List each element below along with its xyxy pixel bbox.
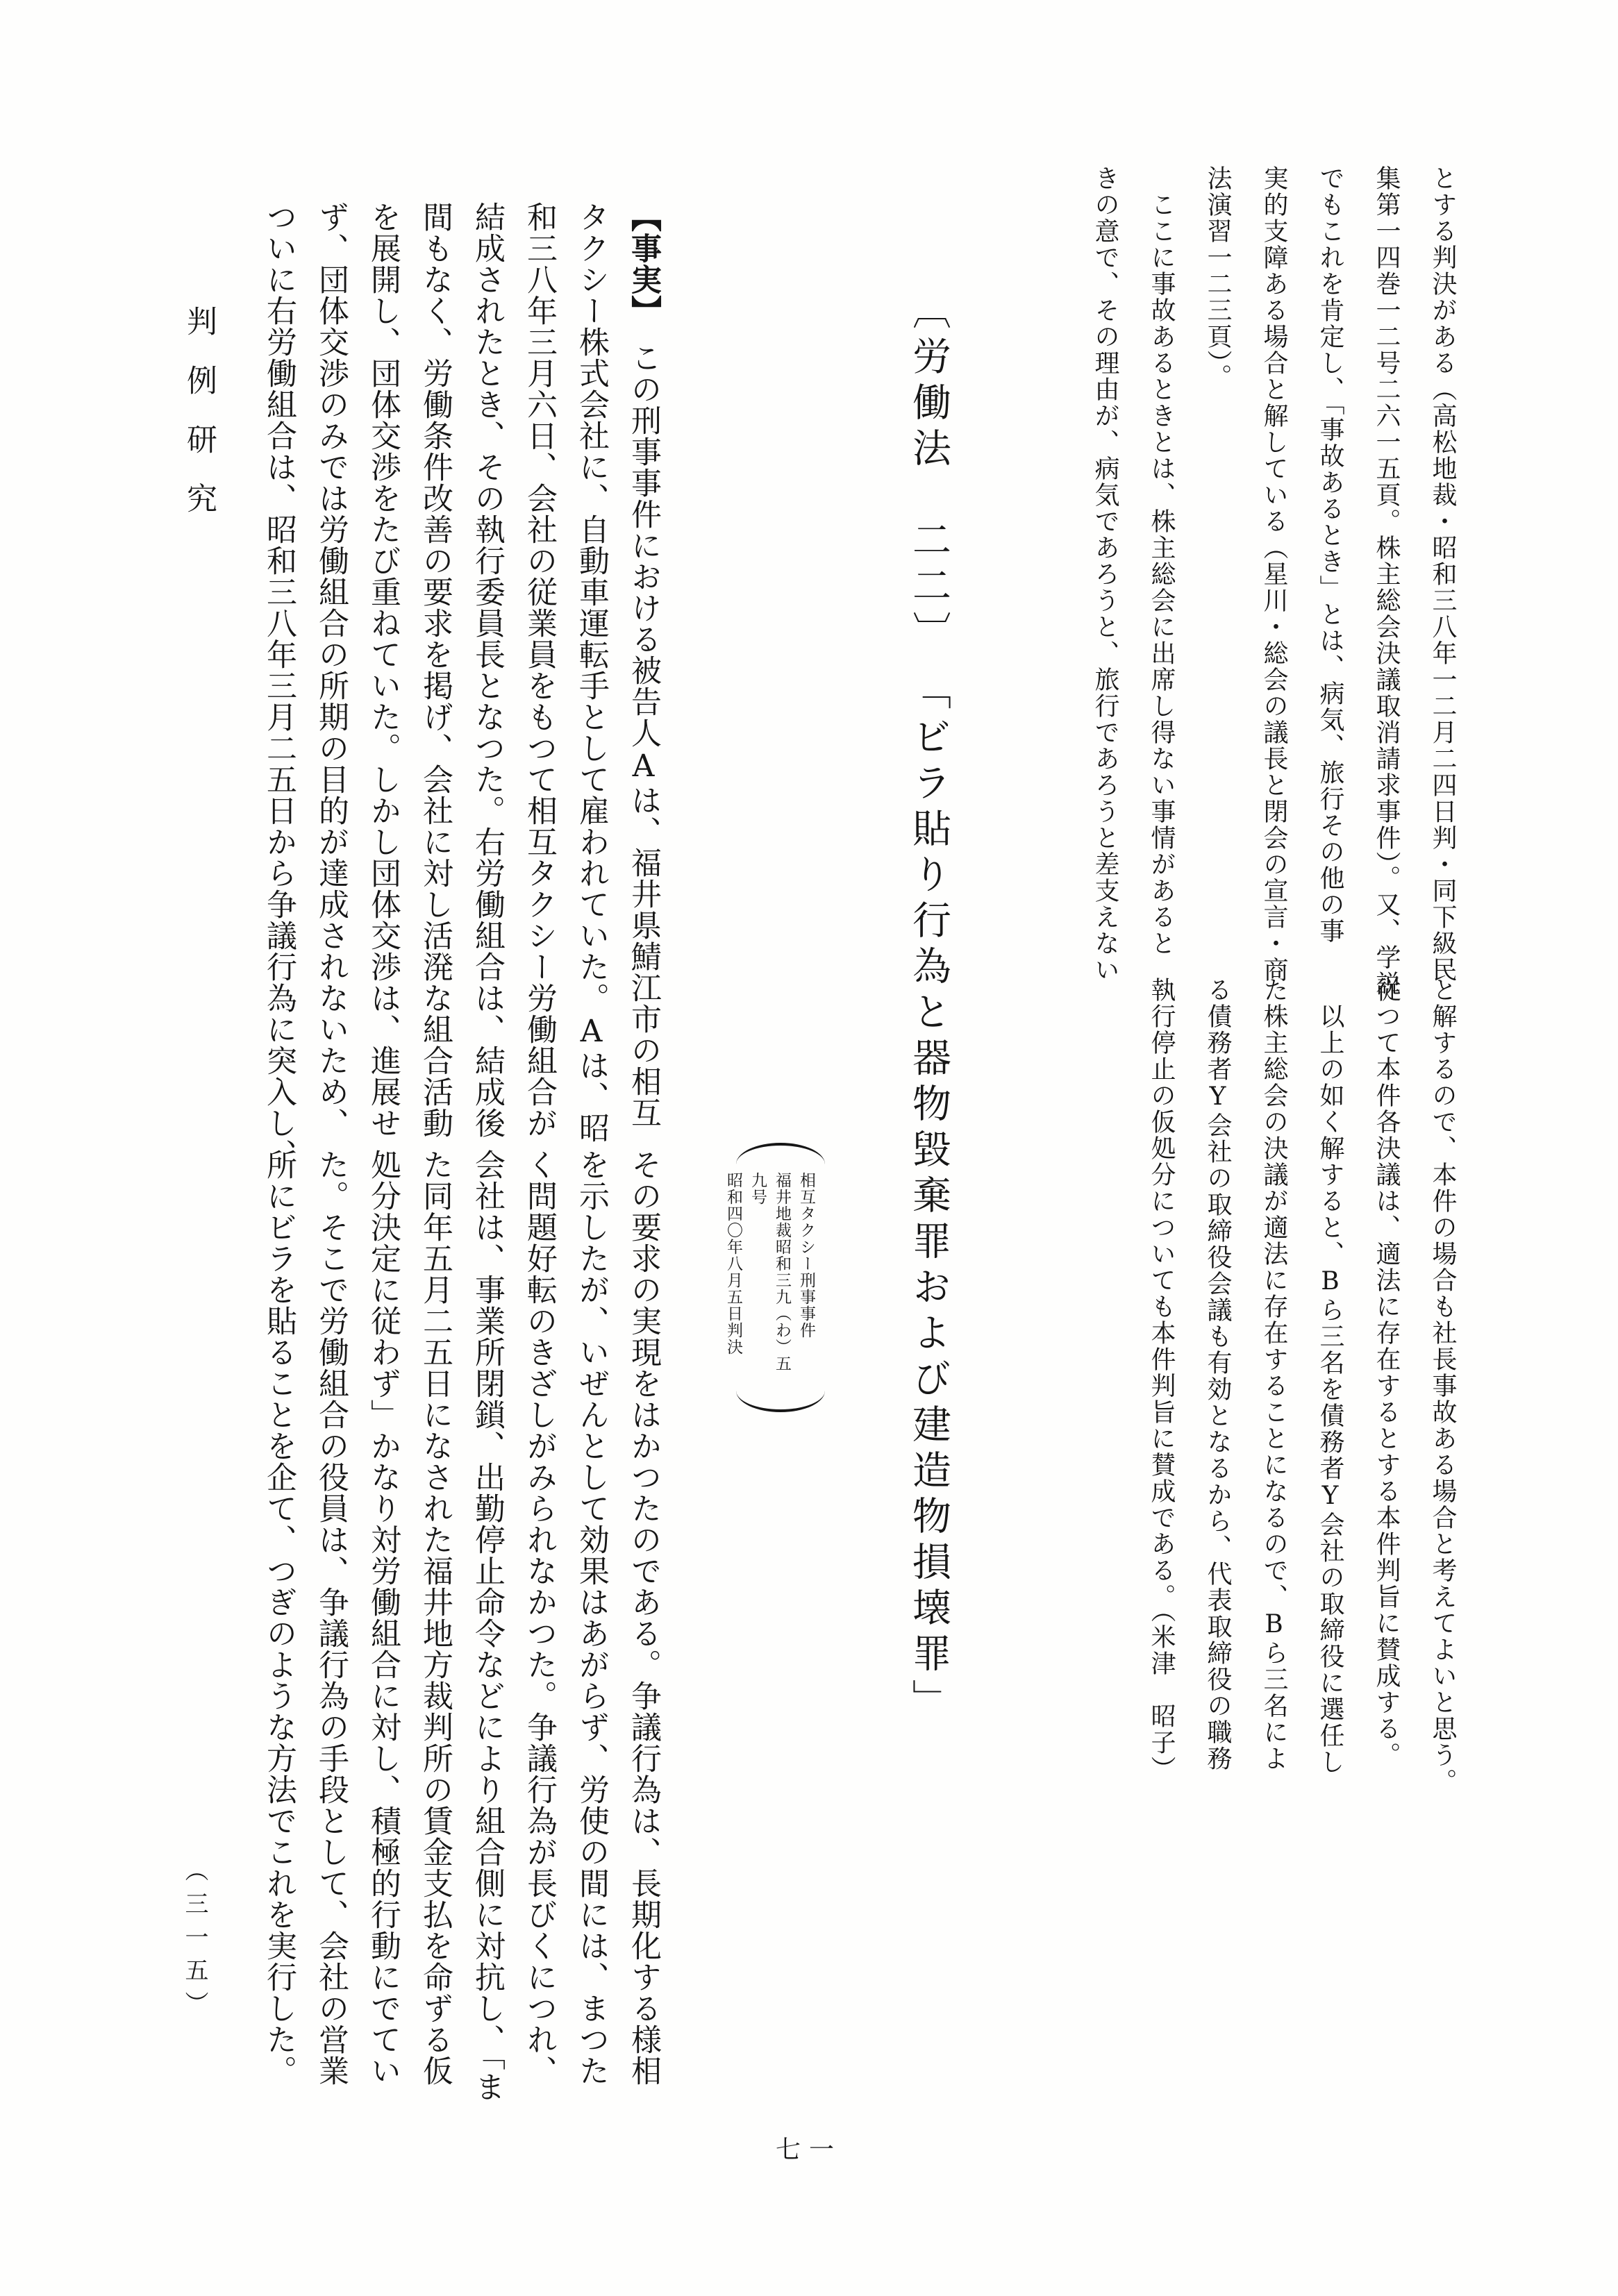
text-column: く問題好転のきざしがみられなかつた。争議行為が長びくにつれ、: [522, 1149, 557, 2086]
text-column: 集第一四巻一二号二六一五頁。株主総会決議取消請求事件）。又、学説: [1372, 165, 1401, 997]
citation-paren-top-icon: [736, 1143, 825, 1166]
facts-first-column: [617, 201, 669, 1173]
citation-line: 相互タクシー刑事事件: [797, 1172, 815, 1339]
text-column-with-author: 執行停止の仮処分についても本件判旨に賛成である。（米津 昭子）: [1147, 977, 1176, 1782]
text-column: た株主総会の決議が適法に存在することになるので、Bら三名によ: [1260, 977, 1288, 1772]
citation-paren-bottom-icon: [736, 1389, 825, 1412]
citation-line: 福井地裁昭和三九（わ）五九号: [749, 1172, 791, 1372]
folio: [0, 2130, 1618, 2165]
case-title-subtitle: 「ビラ貼り行為と器物毀棄罪および建造物損壊罪」: [906, 690, 951, 1725]
running-head: [176, 305, 221, 542]
journal-page-number: [178, 1858, 212, 2025]
previous-note-lower-block: [1133, 977, 1471, 1921]
text-column: と解するので、本件の場合も社長事故ある場合と考えてよいと思う。: [1428, 977, 1457, 1795]
case-title-heading: 〔労働法 二二〕: [906, 290, 951, 657]
folio-number: 七一: [775, 2136, 842, 2164]
text-column: 法演習一二三頁）。: [1203, 165, 1232, 390]
facts-label: 【事実】: [626, 201, 661, 311]
text-column: 従つて本件各決議は、適法に存在するとする本件判旨に賛成する。: [1372, 977, 1401, 1768]
case-title: [902, 290, 955, 1748]
text-column: ここに事故あるときとは、株主総会に出席し得ない事情があると: [1147, 165, 1176, 957]
previous-note-upper-block: [1077, 165, 1471, 1109]
text-column: でもこれを肯定し、「事故あるとき」とは、病気、旅行その他の事: [1316, 165, 1344, 944]
text-column: た同年五月二五日になされた福井地方裁判所の賃金支払を命ずる仮: [417, 1149, 453, 2086]
text-column: 間もなく、労働条件改善の要求を掲げ、会社に対し活溌な組合活動: [417, 201, 453, 1139]
case-citation-block: [724, 1172, 818, 1380]
text-column: 所にビラを貼ることを企て、つぎのような方法でこれを実行した。: [261, 1149, 297, 2086]
facts-lower-block: [253, 1149, 669, 2121]
text-column: を示したが、いぜんとして効果はあがらず、労使の間には、まつた: [574, 1149, 609, 2086]
text-column: た。そこで労働組合の役員は、争議行為の手段として、会社の営業: [313, 1149, 349, 2086]
facts-first-column-text: この刑事事件における被告人Aは、福井県鯖江市の相互: [626, 311, 661, 1128]
citation-line: 昭和四〇年八月五日判決: [724, 1172, 742, 1355]
text-column: その要求の実現をはかつたのである。争議行為は、長期化する様相: [626, 1149, 661, 2086]
case-title-column: [902, 290, 955, 1748]
text-column: 処分決定に従わず」かなり対労働組合に対し、積極的行動にでてい: [365, 1149, 401, 2086]
text-column: きの意で、その理由が、病気であろうと、旅行であろうと差支えない: [1091, 165, 1119, 983]
journal-page-number-text: （三一五）: [181, 1858, 208, 2025]
text-column: る債務者Y会社の取締役会議も有効となるから、代表取締役の職務: [1203, 977, 1232, 1772]
running-head-text: 判例研究: [181, 305, 217, 542]
text-column: ついに右労働組合は、昭和三八年三月二五日から争議行為に突入し、: [261, 201, 297, 1170]
text-column: ず、団体交渉のみでは労働組合の所期の目的が達成されないため、: [313, 201, 349, 1139]
text-column: とする判決がある（高松地裁・昭和三八年一二月二四日判・同下級民: [1428, 165, 1457, 983]
text-column: を展開し、団体交渉をたび重ねていた。しかし団体交渉は、進展せ: [365, 201, 401, 1139]
text-column: 以上の如く解すると、Bら三名を債務者Y会社の取締役に選任し: [1316, 977, 1344, 1775]
text-column: 結成されたとき、その執行委員長となつた。右労働組合は、結成後: [469, 201, 505, 1139]
text-column: 和三八年三月六日、会社の従業員をもつて相互タクシー労働組合が: [522, 201, 557, 1139]
text-column: 実的支障ある場合と解している（星川・総会の議長と閉会の宣言・商: [1260, 165, 1288, 983]
text-column: タクシー株式会社に、自動車運転手として雇われていた。Aは、昭: [574, 201, 609, 1143]
facts-upper-block: [253, 201, 669, 1173]
text-column: 会社は、事業所閉鎖、出勤停止命令などにより組合側に対抗し、「ま: [469, 1149, 505, 2102]
